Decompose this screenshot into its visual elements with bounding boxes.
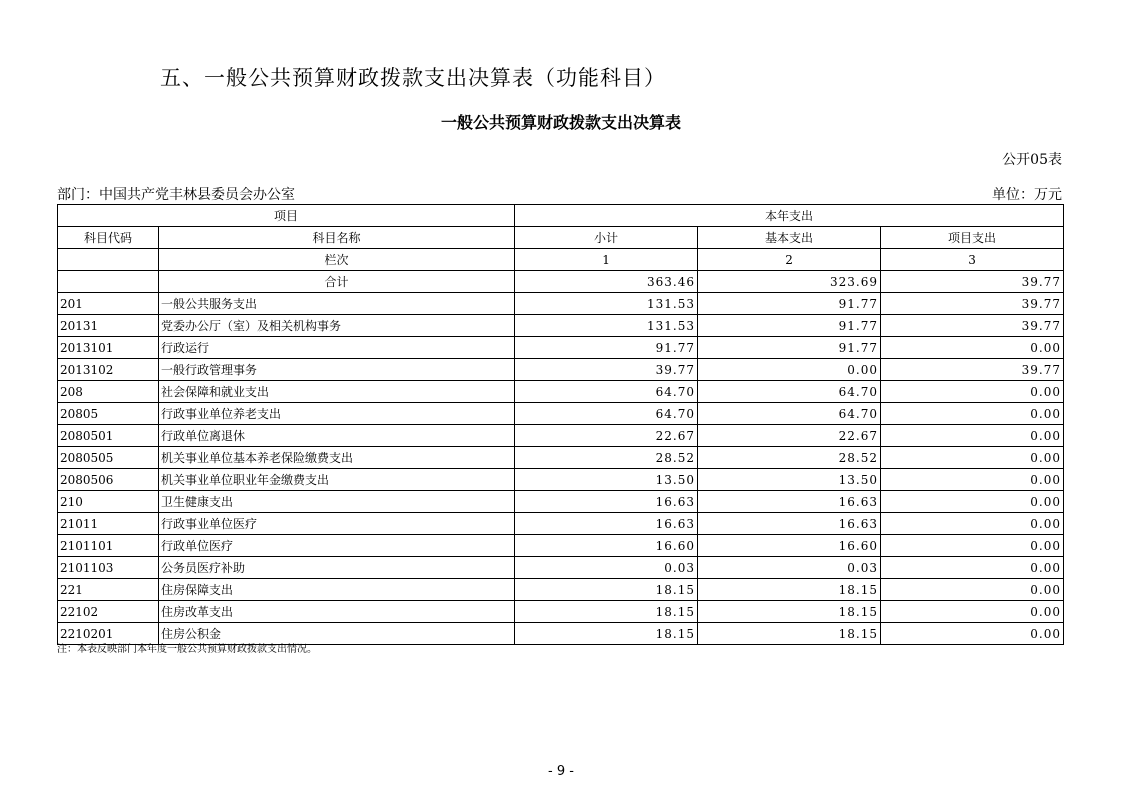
total-basic: 323.69 [698, 271, 881, 293]
row-name: 公务员医疗补助 [159, 557, 515, 579]
row-code: 2101101 [58, 535, 159, 557]
row-basic: 28.52 [698, 447, 881, 469]
row-subtotal: 22.67 [515, 425, 698, 447]
row-name: 党委办公厅（室）及相关机构事务 [159, 315, 515, 337]
table-row [58, 425, 1064, 447]
row-basic: 13.50 [698, 469, 881, 491]
row-project: 0.00 [881, 557, 1064, 579]
row-code: 221 [58, 579, 159, 601]
row-basic: 18.15 [698, 579, 881, 601]
row-project: 39.77 [881, 359, 1064, 381]
row-project: 0.00 [881, 425, 1064, 447]
row-code: 2013101 [58, 337, 159, 359]
header-empty-cell [58, 249, 159, 271]
header-subtotal: 小计 [515, 227, 698, 249]
row-name: 机关事业单位基本养老保险缴费支出 [159, 447, 515, 469]
row-basic: 16.63 [698, 513, 881, 535]
unit-label: 单位：万元 [992, 187, 1062, 203]
table-row [58, 337, 1064, 359]
page-number: - 9 - [548, 764, 574, 779]
table-row [58, 491, 1064, 513]
total-row [58, 271, 1064, 293]
table-body [58, 271, 1064, 645]
row-basic: 22.67 [698, 425, 881, 447]
row-project: 39.77 [881, 293, 1064, 315]
row-code: 2080506 [58, 469, 159, 491]
row-basic: 0.03 [698, 557, 881, 579]
row-subtotal: 16.63 [515, 513, 698, 535]
header-current-year: 本年支出 [515, 205, 1064, 227]
row-project: 0.00 [881, 535, 1064, 557]
table-title: 一般公共预算财政拨款支出决算表 [440, 113, 681, 132]
row-subtotal: 28.52 [515, 447, 698, 469]
header-code: 科目代码 [58, 227, 159, 249]
row-code: 20131 [58, 315, 159, 337]
table-note: 注：本表反映部门本年度一般公共预算财政拨款支出情况。 [57, 644, 317, 655]
total-empty-cell [58, 271, 159, 293]
table-row [58, 403, 1064, 425]
row-code: 22102 [58, 601, 159, 623]
row-basic: 0.00 [698, 359, 881, 381]
row-name: 机关事业单位职业年金缴费支出 [159, 469, 515, 491]
row-subtotal: 18.15 [515, 579, 698, 601]
row-name: 行政单位离退休 [159, 425, 515, 447]
table-row [58, 359, 1064, 381]
row-name: 住房保障支出 [159, 579, 515, 601]
header-name: 科目名称 [159, 227, 515, 249]
table-row [58, 447, 1064, 469]
total-project: 39.77 [881, 271, 1064, 293]
table-row [58, 535, 1064, 557]
row-code: 210 [58, 491, 159, 513]
row-name: 卫生健康支出 [159, 491, 515, 513]
row-basic: 91.77 [698, 293, 881, 315]
row-basic: 18.15 [698, 601, 881, 623]
table-row [58, 315, 1064, 337]
header-row-2 [58, 227, 1064, 249]
row-name: 行政事业单位养老支出 [159, 403, 515, 425]
row-basic: 91.77 [698, 337, 881, 359]
row-code: 2101103 [58, 557, 159, 579]
form-number: 公开05表 [1002, 152, 1062, 168]
main-title: 五、一般公共预算财政拨款支出决算表（功能科目） [160, 66, 666, 90]
row-code: 2080505 [58, 447, 159, 469]
row-project: 0.00 [881, 337, 1064, 359]
row-basic: 64.70 [698, 381, 881, 403]
row-project: 0.00 [881, 403, 1064, 425]
total-subtotal: 363.46 [515, 271, 698, 293]
row-code: 201 [58, 293, 159, 315]
table-row [58, 601, 1064, 623]
row-project: 0.00 [881, 623, 1064, 645]
total-label: 合计 [159, 271, 515, 293]
row-subtotal: 16.63 [515, 491, 698, 513]
header-col-3: 3 [881, 249, 1064, 271]
row-subtotal: 131.53 [515, 315, 698, 337]
row-project: 0.00 [881, 513, 1064, 535]
row-project: 0.00 [881, 469, 1064, 491]
table-row [58, 579, 1064, 601]
row-code: 20805 [58, 403, 159, 425]
row-subtotal: 13.50 [515, 469, 698, 491]
row-name: 社会保障和就业支出 [159, 381, 515, 403]
row-name: 住房改革支出 [159, 601, 515, 623]
row-basic: 16.60 [698, 535, 881, 557]
row-subtotal: 0.03 [515, 557, 698, 579]
row-name: 一般公共服务支出 [159, 293, 515, 315]
row-name: 行政事业单位医疗 [159, 513, 515, 535]
header-col-2: 2 [698, 249, 881, 271]
row-basic: 16.63 [698, 491, 881, 513]
row-code: 2080501 [58, 425, 159, 447]
table-row [58, 381, 1064, 403]
row-subtotal: 16.60 [515, 535, 698, 557]
row-project: 39.77 [881, 315, 1064, 337]
row-subtotal: 18.15 [515, 601, 698, 623]
row-basic: 91.77 [698, 315, 881, 337]
budget-table [57, 204, 1064, 645]
row-subtotal: 18.15 [515, 623, 698, 645]
row-name: 行政运行 [159, 337, 515, 359]
row-name: 行政单位医疗 [159, 535, 515, 557]
row-project: 0.00 [881, 447, 1064, 469]
row-subtotal: 64.70 [515, 403, 698, 425]
row-subtotal: 91.77 [515, 337, 698, 359]
table-row [58, 513, 1064, 535]
row-project: 0.00 [881, 381, 1064, 403]
table-row [58, 469, 1064, 491]
header-basic: 基本支出 [698, 227, 881, 249]
row-basic: 18.15 [698, 623, 881, 645]
table-row [58, 293, 1064, 315]
header-project: 项目 [58, 205, 515, 227]
header-row-1 [58, 205, 1064, 227]
header-col-1: 1 [515, 249, 698, 271]
row-code: 21011 [58, 513, 159, 535]
header-column-label: 栏次 [159, 249, 515, 271]
row-code: 2013102 [58, 359, 159, 381]
row-subtotal: 64.70 [515, 381, 698, 403]
row-project: 0.00 [881, 491, 1064, 513]
header-project-expense: 项目支出 [881, 227, 1064, 249]
row-name: 一般行政管理事务 [159, 359, 515, 381]
table-row [58, 557, 1064, 579]
row-code: 208 [58, 381, 159, 403]
row-project: 0.00 [881, 579, 1064, 601]
row-basic: 64.70 [698, 403, 881, 425]
row-name: 住房公积金 [159, 623, 515, 645]
row-subtotal: 131.53 [515, 293, 698, 315]
row-subtotal: 39.77 [515, 359, 698, 381]
row-code: 2210201 [58, 623, 159, 645]
department-label: 部门：中国共产党丰林县委员会办公室 [57, 187, 295, 203]
header-row-3 [58, 249, 1064, 271]
row-project: 0.00 [881, 601, 1064, 623]
